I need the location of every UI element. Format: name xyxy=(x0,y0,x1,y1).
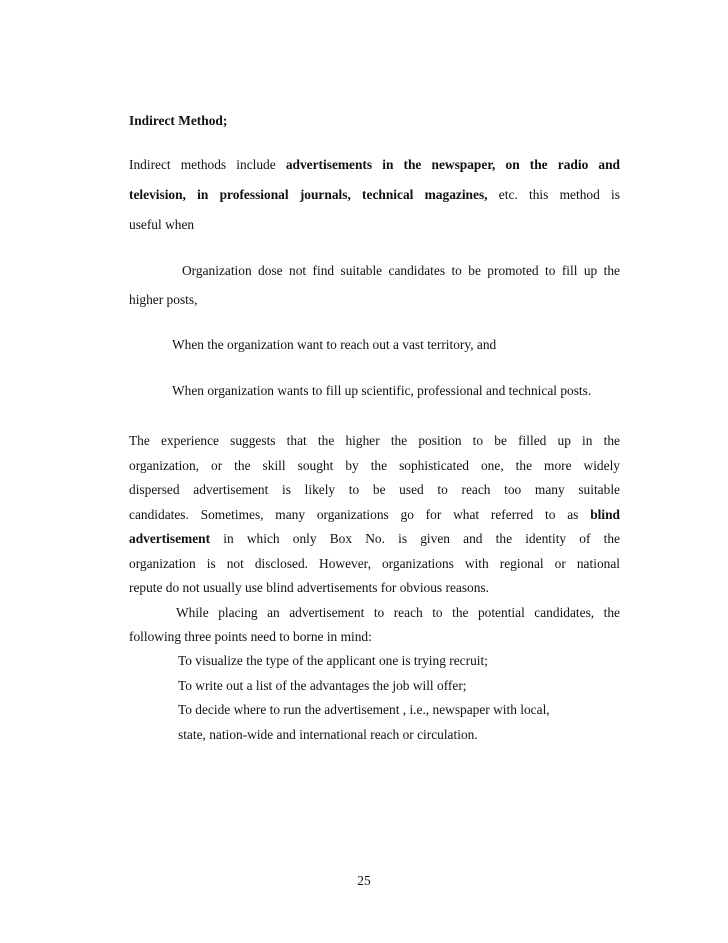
para1-line-2-text: etc. this method is xyxy=(498,187,620,202)
para1-line-1-text: Indirect methods include xyxy=(129,157,276,172)
para2-line-7: repute do not usually use blind advertisements for obvious reasons. xyxy=(129,580,489,595)
para2-line-5-text: in which only Box No. is given and the identity of the xyxy=(223,531,620,546)
para2-line-4 xyxy=(129,506,620,524)
para1-line-2-bold: television, in professional journals, technical magazines, xyxy=(129,187,488,202)
para1-line-1-bold: advertisements in the newspaper, on the radio and xyxy=(285,157,620,172)
para3-line-1: While placing an advertisement to reach to the potential candidates, the xyxy=(176,605,620,620)
para1-line-1 xyxy=(129,156,620,174)
para1-line-3: useful when xyxy=(129,217,195,232)
para2-line-2: organization, or the skill sought by the sophisticated one, the more widely xyxy=(129,458,620,473)
point1-line-1: Organization dose not find suitable candidates to be promoted to fill up the xyxy=(182,263,620,278)
list-item: To visualize the type of the applicant one is trying recruit; xyxy=(178,653,488,668)
para2-line-6: organization is not disclosed. However, organizations with regional or national xyxy=(129,556,620,571)
list-item: To decide where to run the advertisement , i.e., newspaper with local, xyxy=(178,702,550,717)
para2-line-5 xyxy=(129,530,620,548)
point2-line: When the organization want to reach out a vast territory, and xyxy=(172,337,497,352)
section-heading: Indirect Method; xyxy=(129,113,228,128)
list-item: state, nation-wide and international reach or circulation. xyxy=(178,727,478,742)
point1-line-2: higher posts, xyxy=(129,292,198,307)
para1-line-2 xyxy=(129,186,620,204)
page-number: 25 xyxy=(357,873,371,888)
para2-line-5-bold: advertisement xyxy=(129,531,211,546)
list-item: To write out a list of the advantages the job will offer; xyxy=(178,678,467,693)
para2-line-4-text: candidates. Sometimes, many organizations go for what referred to as xyxy=(129,507,579,522)
para2-line-4-bold: blind xyxy=(590,507,620,522)
para3-line-2: following three points need to borne in mind: xyxy=(129,629,372,644)
para2-line-1: The experience suggests that the higher the position to be filled up in the xyxy=(129,433,620,448)
para2-line-3: dispersed advertisement is likely to be used to reach too many suitable xyxy=(129,482,620,497)
point3-line: When organization wants to fill up scientific, professional and technical posts. xyxy=(172,383,592,398)
